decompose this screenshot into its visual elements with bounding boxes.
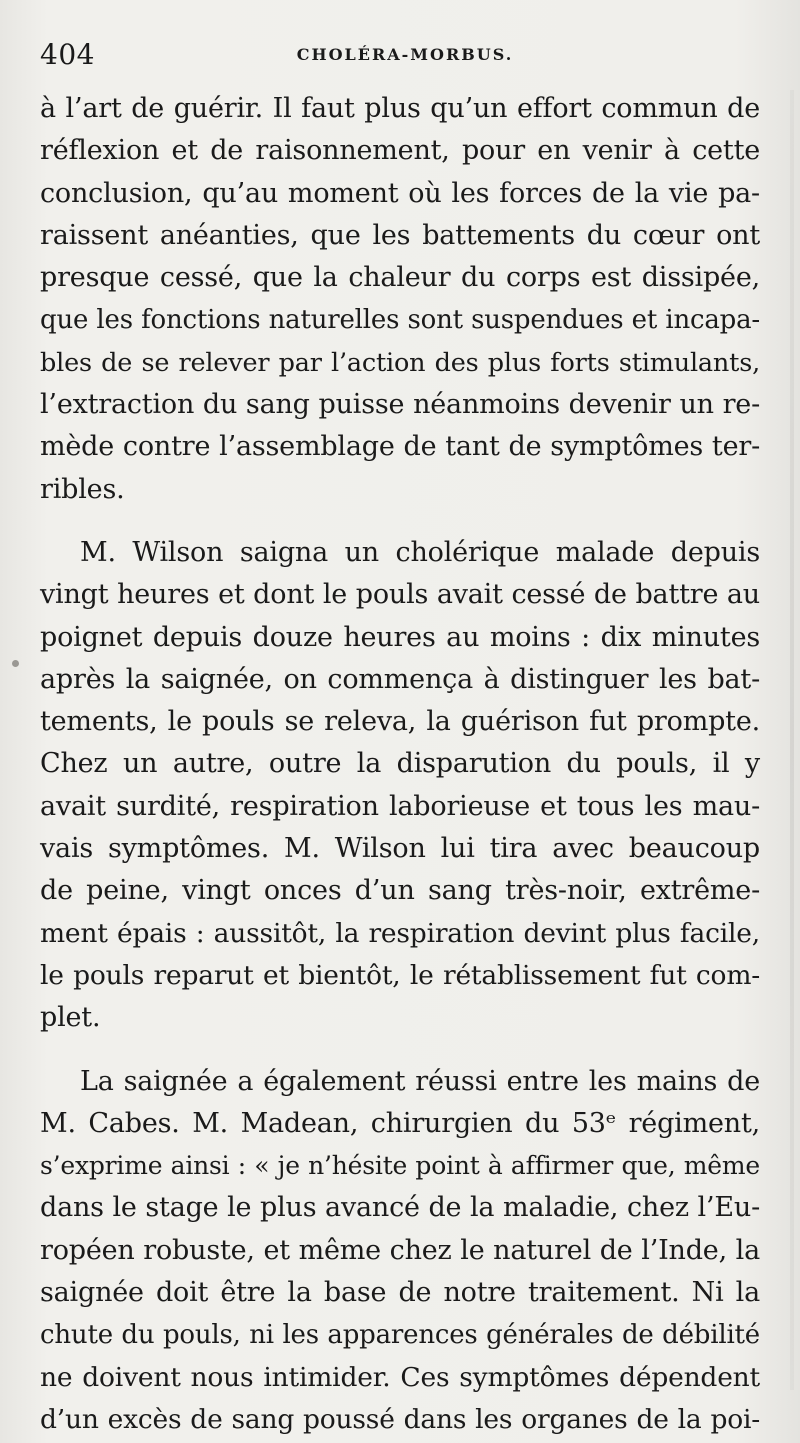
text-line: bles de se relever par l’action des plus forts stimulants, <box>40 347 760 378</box>
text-line: le pouls reparut et bientôt, le rétablissement fut com- <box>40 959 760 991</box>
paragraph-gap <box>40 511 760 532</box>
margin-mark <box>12 660 19 667</box>
text-line: vais symptômes. M. Wilson lui tira avec beaucoup <box>40 833 760 865</box>
text-line: ment épais : aussitôt, la respiration devint plus facile, <box>40 917 760 949</box>
running-head: CHOLÉRA-MORBUS. <box>296 45 514 64</box>
text-line: que les fonctions naturelles sont suspendues et incapa- <box>40 305 760 336</box>
text-line: ropéen robuste, et même chez le naturel de l’Inde, la <box>40 1234 760 1266</box>
text-line: avait surdité, respiration laborieuse et tous les mau- <box>40 790 760 822</box>
text-line: réflexion et de raisonnement, pour en venir à cette <box>40 135 760 167</box>
text-line: presque cessé, que la chaleur du corps est dissipée, <box>40 262 760 294</box>
text-line: ne doivent nous intimider. Ces symptômes dépendent <box>40 1361 760 1393</box>
text-line: Chez un autre, outre la disparution du pouls, il y <box>40 748 760 780</box>
text-line: saignée doit être la base de notre traitement. Ni la <box>40 1277 760 1309</box>
text-line: tements, le pouls se releva, la guérison fut prompte. <box>40 706 760 738</box>
paragraph-gap <box>40 1040 760 1061</box>
text-line: raissent anéanties, que les battements du cœur ont <box>40 219 760 251</box>
text-line: La saignée a également réussi entre les mains de <box>80 1065 760 1097</box>
text-line: s’exprime ainsi : « je n’hésite point à affirmer que, même <box>40 1151 760 1181</box>
text-line: M. Cabes. M. Madean, chirurgien du 53ᵉ régiment, <box>40 1107 760 1139</box>
text-line: poignet depuis douze heures au moins : dix minutes <box>40 621 760 653</box>
text-line: à l’art de guérir. Il faut plus qu’un effort commun de <box>40 93 760 124</box>
text-line: mède contre l’assemblage de tant de symptômes ter- <box>40 431 760 463</box>
show-through-shadow <box>790 90 794 1390</box>
text-line: de peine, vingt onces d’un sang très-noir, extrême- <box>40 875 760 907</box>
text-line: plet. <box>40 1002 101 1034</box>
text-line: ribles. <box>40 473 125 505</box>
text-line: après la saignée, on commença à distinguer les bat- <box>40 663 760 695</box>
text-line: chute du pouls, ni les apparences générales de débilité <box>40 1320 760 1351</box>
text-line: conclusion, qu’au moment où les forces de la vie pa- <box>40 177 760 209</box>
text-line: vingt heures et dont le pouls avait cessé de battre au <box>40 579 760 611</box>
text-line: M. Wilson saigna un cholérique malade depuis <box>80 536 760 568</box>
page-header <box>38 38 762 72</box>
text-line: dans le stage le plus avancé de la maladie, chez l’Eu- <box>40 1192 760 1224</box>
body-text <box>40 88 760 1441</box>
text-line: d’un excès de sang poussé dans les organes de la poi- <box>40 1403 760 1435</box>
page-number: 404 <box>40 38 95 71</box>
text-line: l’extraction du sang puisse néanmoins devenir un re- <box>40 389 760 421</box>
